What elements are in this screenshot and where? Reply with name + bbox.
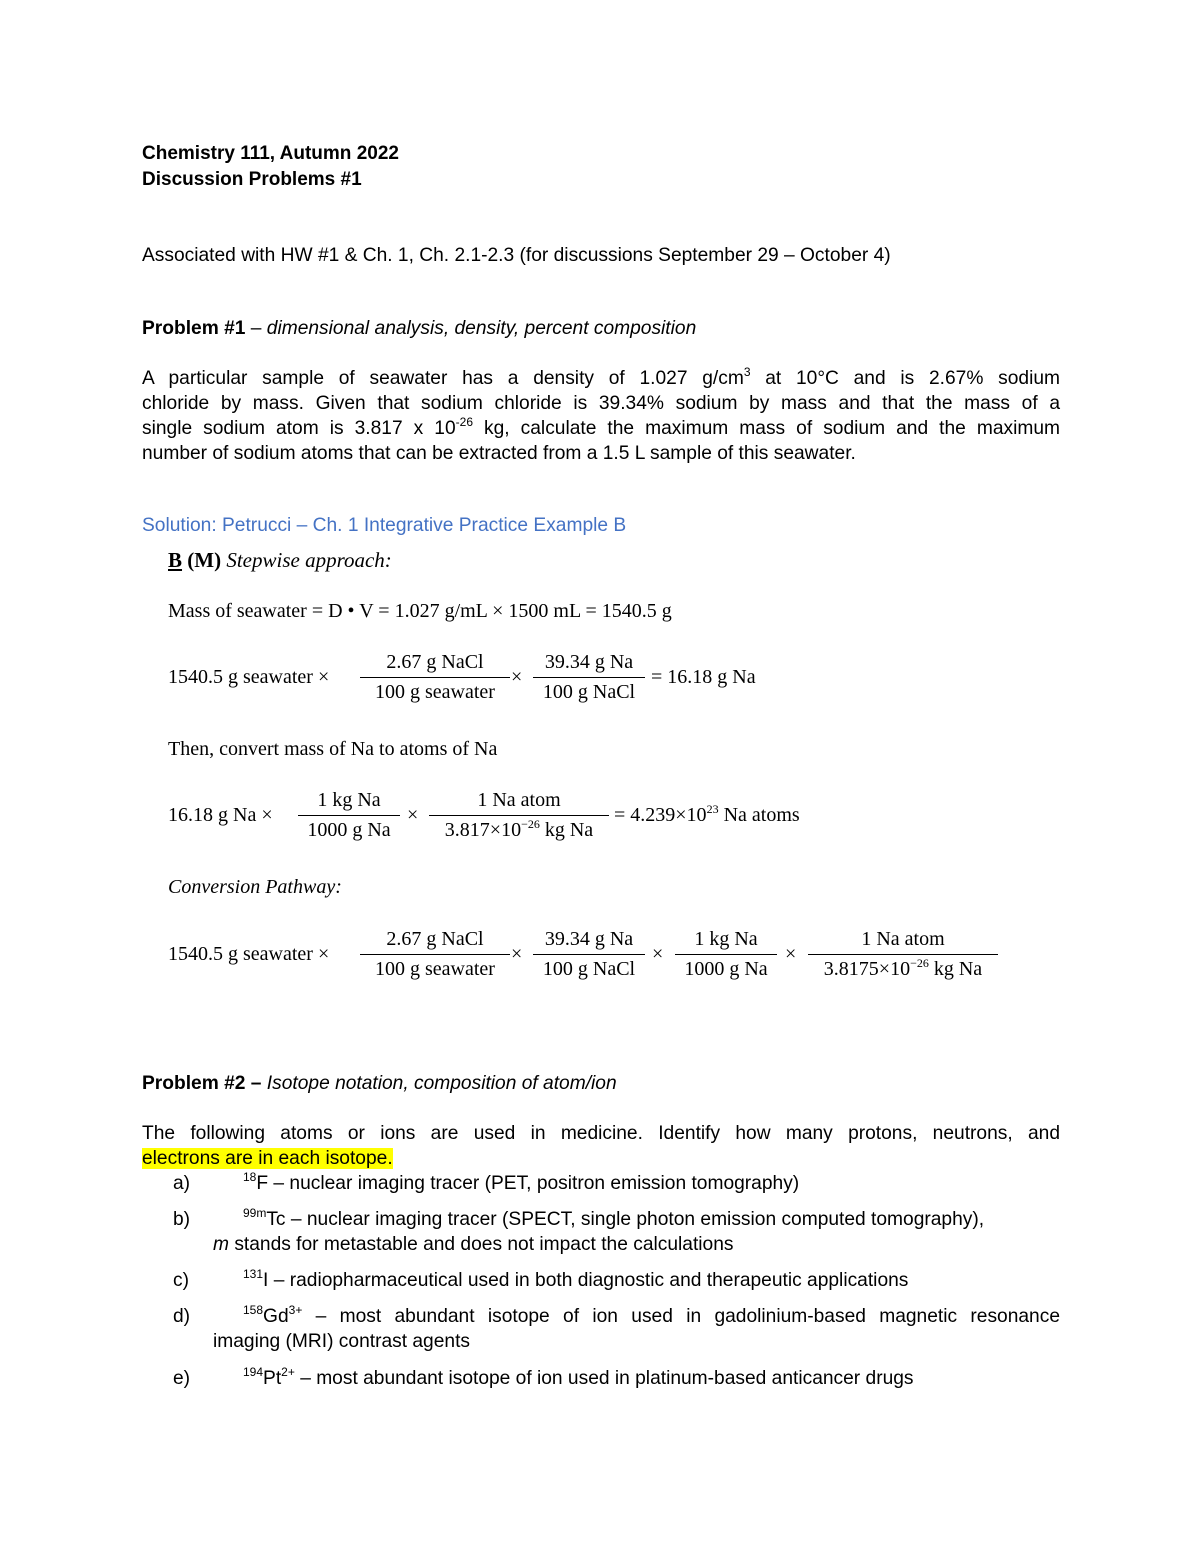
eq2-result-b: Na atoms	[718, 804, 800, 826]
eq3-f2-num: 39.34 g Na	[544, 928, 634, 950]
item-c-letter: c)	[173, 1270, 189, 1291]
problem2-intro-line2	[142, 1146, 393, 1171]
eq3-f4-den	[808, 955, 998, 981]
stepwise-approach-heading	[168, 548, 392, 573]
isotope-item-e	[173, 1366, 914, 1391]
highlighted-text: electrons are in each isotope.	[142, 1148, 393, 1169]
item-a-symbol: F	[256, 1173, 269, 1194]
isotope-item-c	[173, 1268, 908, 1293]
then-convert-line: Then, convert mass of Na to atoms of Na	[168, 738, 498, 760]
problem1-label: Problem #1	[142, 318, 246, 339]
problem1-text-3b: kg, calculate the maximum mass of sodium and the maximum	[473, 418, 1061, 439]
eq2-f2-den	[429, 816, 609, 842]
eq1-result: = 16.18 g Na	[651, 666, 756, 688]
problem2-topic: Isotope notation, composition of atom/ion	[266, 1073, 617, 1094]
eq3-f3-num: 1 kg Na	[694, 928, 758, 950]
item-d-symbol: Gd	[263, 1306, 289, 1327]
problem1-text-line4: number of sodium atoms that can be extracted from a 1.5 L sample of this seawater.	[142, 443, 856, 464]
item-b-italic-m: m	[213, 1234, 229, 1255]
course-title: Chemistry 111, Autumn 2022	[142, 143, 399, 164]
conversion-pathway-label: Conversion Pathway:	[168, 876, 342, 898]
problem1-text-1b: at 10°C and is 2.67% sodium	[750, 368, 1060, 389]
eq1-f1-den: 100 g seawater	[375, 681, 495, 703]
isotope-item-a	[173, 1171, 799, 1196]
eq2-fraction-1	[298, 789, 400, 842]
eq1-lead: 1540.5 g seawater ×	[168, 666, 330, 688]
item-e-symbol: Pt	[263, 1368, 282, 1389]
eq3-fraction-1	[360, 928, 510, 981]
eq3-times-1: ×	[511, 943, 523, 965]
item-b-desc2: stands for metastable and does not impact the calculations	[228, 1234, 734, 1255]
eq3-f4-num: 1 Na atom	[861, 928, 945, 950]
item-b-letter: b)	[173, 1209, 191, 1230]
eq1-f2-den: 100 g NaCl	[542, 681, 636, 703]
eq2-f1-den: 1000 g Na	[307, 819, 391, 841]
problem1-heading	[142, 316, 696, 341]
part-b-label: B	[168, 548, 183, 572]
item-e-letter: e)	[173, 1368, 191, 1389]
document-title: Discussion Problems #1	[142, 169, 362, 190]
eq2-times: ×	[407, 804, 419, 826]
isotope-item-d-line2: imaging (MRI) contrast agents	[213, 1331, 470, 1352]
item-a-letter: a)	[173, 1173, 191, 1194]
solution-heading: Solution: Petrucci – Ch. 1 Integrative Practice Example B	[142, 515, 627, 536]
part-m-label: (M)	[182, 548, 227, 572]
problem2-intro-line1: The following atoms or ions are used in medicine. Identify how many protons, neutrons, and	[142, 1123, 1060, 1144]
eq3-lead: 1540.5 g seawater ×	[168, 943, 330, 965]
isotope-item-b	[173, 1207, 984, 1232]
eq1-f2-num: 39.34 g Na	[544, 651, 634, 673]
problem1-text-3-sup: -26	[455, 415, 473, 429]
eq3-f1-num: 2.67 g NaCl	[386, 928, 484, 950]
problem1-text-1a: A particular sample of seawater has a density of 1.027 g/cm	[142, 368, 744, 389]
mass-of-seawater-line: Mass of seawater = D • V = 1.027 g/mL × 1500 mL = 1540.5 g	[168, 600, 672, 622]
item-b-desc: – nuclear imaging tracer (SPECT, single photon emission computed tomography),	[285, 1209, 985, 1230]
item-e-desc: – most abundant isotope of ion used in platinum-based anticancer drugs	[294, 1368, 914, 1389]
eq3-f4-den-sup: −26	[910, 956, 929, 970]
eq2-result	[614, 804, 800, 827]
item-d-mass: 158	[243, 1303, 264, 1317]
eq2-lead: 16.18 g Na ×	[168, 804, 273, 826]
eq1-f1-num: 2.67 g NaCl	[386, 651, 484, 673]
eq3-f1-den: 100 g seawater	[375, 958, 495, 980]
eq2-f2-den-sup: −26	[521, 817, 540, 831]
eq3-f2-den: 100 g NaCl	[542, 958, 636, 980]
problem1-topic: dimensional analysis, density, percent composition	[266, 318, 697, 339]
item-b-mass: 99m	[243, 1206, 267, 1220]
item-a-mass: 18	[243, 1170, 257, 1184]
eq3-fraction-3	[675, 928, 777, 981]
item-b-symbol: Tc	[266, 1209, 286, 1230]
eq1-fraction-2	[533, 651, 645, 704]
eq3-f3-den: 1000 g Na	[684, 958, 768, 980]
item-c-symbol: I	[263, 1270, 269, 1291]
problem1-text-line1	[142, 366, 1060, 391]
eq2-fraction-2	[429, 789, 609, 842]
eq3-fraction-2	[533, 928, 645, 981]
eq2-result-sup: 23	[706, 802, 719, 816]
eq3-f4-den-a: 3.8175×10	[823, 958, 911, 980]
problem1-text-line3	[142, 416, 1060, 441]
item-d-letter: d)	[173, 1306, 191, 1327]
eq2-f2-den-a: 3.817×10	[444, 819, 522, 841]
problem1-dash: –	[245, 318, 267, 339]
problem2-heading	[142, 1071, 617, 1096]
item-a-desc: – nuclear imaging tracer (PET, positron emission tomography)	[268, 1173, 800, 1194]
eq2-f2-num: 1 Na atom	[477, 789, 561, 811]
eq3-f4-den-b: kg Na	[928, 958, 983, 980]
eq3-times-2: ×	[652, 943, 664, 965]
eq2-result-a: = 4.239×10	[614, 804, 707, 826]
isotope-item-b-line2	[213, 1232, 733, 1257]
eq1-times: ×	[511, 666, 523, 688]
item-d-charge: 3+	[288, 1303, 303, 1317]
approach-label: Stepwise approach:	[226, 548, 392, 572]
problem1-text-1-sup: 3	[743, 365, 751, 379]
item-e-mass: 194	[243, 1365, 264, 1379]
item-c-desc: – radiopharmaceutical used in both diagnostic and therapeutic applications	[268, 1270, 909, 1291]
item-c-mass: 131	[243, 1267, 264, 1281]
item-e-charge: 2+	[281, 1365, 295, 1379]
isotope-item-d	[173, 1304, 1060, 1329]
association-line: Associated with HW #1 & Ch. 1, Ch. 2.1-2.3 (for discussions September 29 – October 4)	[142, 245, 891, 266]
eq3-fraction-4	[808, 928, 998, 981]
eq1-fraction-1	[360, 651, 510, 704]
eq3-times-3: ×	[785, 943, 797, 965]
item-d-desc: – most abundant isotope of ion used in gadolinium-based magnetic resonance	[302, 1306, 1060, 1327]
problem1-text-3a: single sodium atom is 3.817 x 10	[142, 418, 456, 439]
eq2-f1-num: 1 kg Na	[317, 789, 381, 811]
problem2-label: Problem #2 –	[142, 1073, 262, 1094]
problem1-text-line2: chloride by mass. Given that sodium chloride is 39.34% sodium by mass and that the mass of a	[142, 393, 1060, 414]
eq2-f2-den-b: kg Na	[539, 819, 594, 841]
